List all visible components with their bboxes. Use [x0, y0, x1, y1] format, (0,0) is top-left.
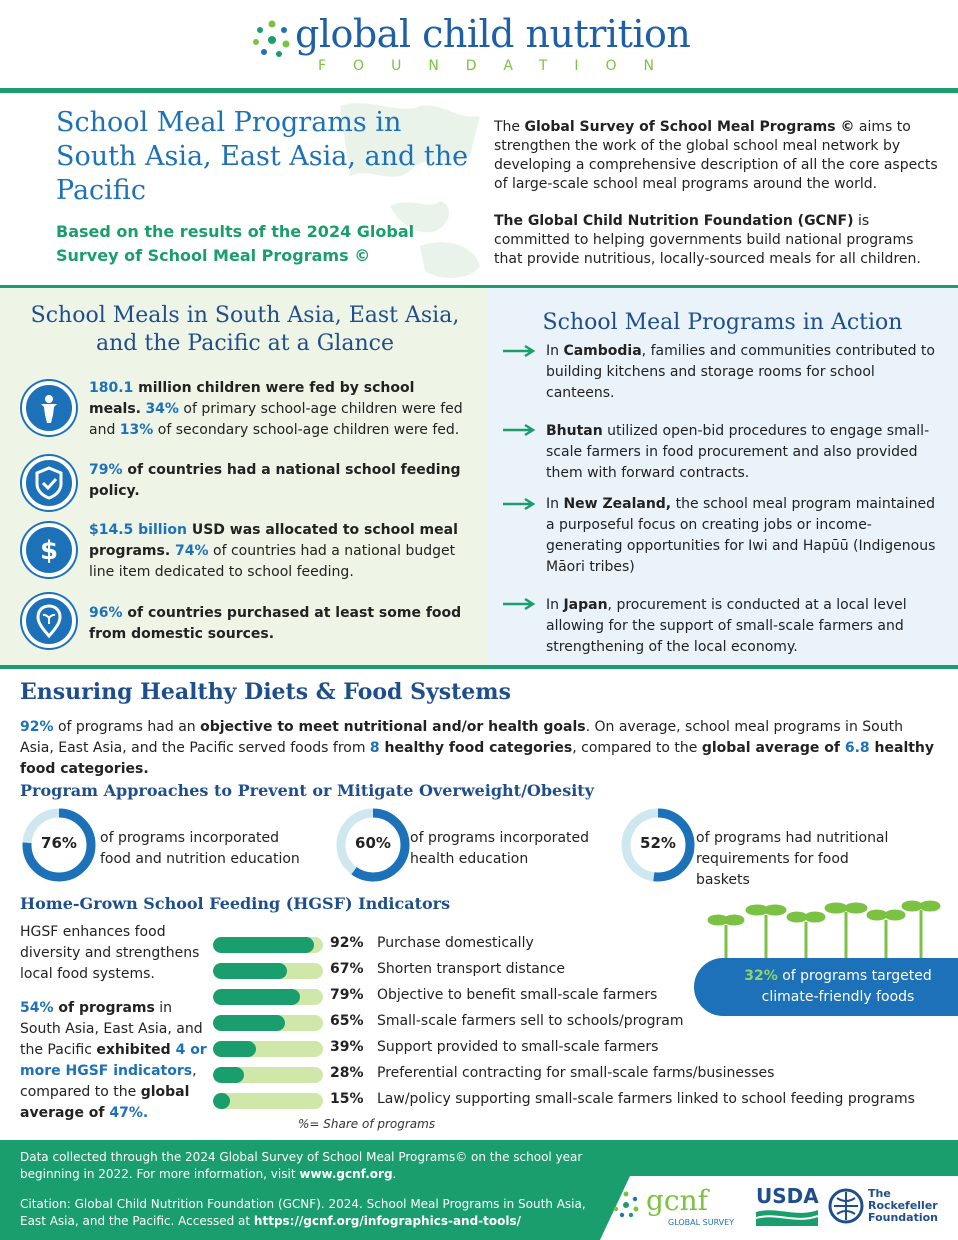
text-run: of countries had a national budget line item dedicated to school feeding. — [89, 543, 456, 580]
dollar-icon — [22, 523, 76, 577]
highlight-value: 96% — [89, 605, 123, 621]
highlight-value: 74% — [175, 543, 209, 559]
highlight-value: 54% — [20, 1000, 54, 1016]
text-run: In — [546, 496, 564, 512]
text-run: of countries had a national school feeding policy. — [89, 462, 461, 499]
donut-description: of programs incorporated health education — [410, 830, 590, 867]
text-run: of countries purchased at least some food from domestic sources. — [89, 605, 462, 642]
footer-data-note: Data collected through the 2024 Global Survey of School Meal Programs© on the school year beginning in 2022. For more information, visit www.gcnf.org. — [20, 1150, 583, 1181]
approaches-title: Program Approaches to Prevent or Mitigate Overweight/Obesity — [20, 781, 594, 800]
text-run: , compared to the — [572, 740, 702, 756]
glance-stat-budget — [89, 520, 469, 583]
text-run: exhibited — [96, 1042, 176, 1058]
text-run: New Zealand, — [563, 496, 672, 512]
bar-value-label: 39% — [330, 1039, 364, 1055]
text-run: the school meal program maintained a purposeful focus on creating jobs or income-generating opportunities for Iwi and Hapūū (Indigenous Māori tribes) — [546, 496, 936, 575]
highlight-value: 180.1 — [89, 380, 134, 396]
rockefeller-logo: The Rockefeller Foundation — [828, 1186, 953, 1230]
text-run: , compared to the — [20, 1063, 197, 1100]
text-run: . On average, school meal programs in South Asia, East Asia, and the Pacific served foods from — [20, 719, 903, 756]
climate-callout — [694, 958, 958, 1016]
text-run: USD was allocated to school meal programs. — [89, 522, 458, 559]
text-run: healthy food categories — [379, 740, 573, 756]
location-sprout-icon — [22, 594, 76, 648]
donut-label: 60% — [355, 834, 391, 852]
action-item-bhutan — [546, 421, 941, 484]
logo-dots-icon — [252, 18, 292, 58]
text-run: In — [546, 343, 564, 359]
text-run: global average of — [701, 740, 845, 756]
section-divider — [0, 665, 958, 669]
bar-track — [213, 1093, 323, 1109]
text-run: Bhutan — [546, 423, 603, 439]
bar-track — [213, 1041, 323, 1057]
text-run: million children were fed by school meals. — [89, 380, 415, 417]
bar-chart-note: %= Share of programs — [298, 1117, 436, 1131]
usda-logo: USDA — [756, 1184, 820, 1230]
hgsf-summary — [20, 998, 210, 1124]
climate-text: of programs targeted climate-friendly foods — [761, 968, 932, 1005]
glance-stat-domestic — [89, 603, 469, 645]
donut-label: 76% — [41, 834, 77, 852]
text-run: Japan — [563, 597, 608, 613]
footer-citation: Citation: Global Child Nutrition Foundation (GCNF). 2024. School Meal Programs in South Asia, East Asia, and the Pacific. Accessed at https://gcnf.org/infographics-and-tools/ — [20, 1197, 586, 1228]
logo-wordmark: global child nutrition — [295, 12, 691, 56]
text-run: healthy food categories. — [20, 740, 935, 777]
arrow-right-icon — [503, 423, 537, 437]
highlight-value: 4 or more HGSF indicators — [20, 1042, 207, 1079]
bar-value-label: 15% — [330, 1091, 364, 1107]
hgsf-title: Home-Grown School Feeding (HGSF) Indicators — [20, 894, 451, 913]
highlight-value: 47%. — [109, 1105, 149, 1121]
highlight-value: 92% — [20, 719, 54, 735]
child-icon — [22, 381, 76, 435]
bar-fill — [213, 1093, 230, 1109]
highlight-value: 34% — [145, 401, 179, 417]
gcnf-dots-icon — [612, 1190, 640, 1218]
donut-chart — [22, 808, 96, 882]
text-run: global average of — [20, 1084, 190, 1121]
text-run: of programs had an — [53, 719, 201, 735]
bar-track — [213, 963, 323, 979]
donut-chart — [621, 808, 695, 882]
bar-value-label: 79% — [330, 987, 364, 1003]
svg-text:$: $ — [39, 536, 59, 566]
climate-pct: 32% — [744, 968, 778, 984]
hgsf-intro: HGSF enhances food diversity and strengthens local food systems. — [20, 924, 200, 982]
text-run: of primary school-age children were fed and — [89, 401, 463, 438]
bar-track — [213, 937, 323, 953]
arrow-right-icon — [503, 344, 537, 358]
page-title: School Meal Programs in South Asia, East Asia, and the Pacific — [56, 107, 469, 206]
bar-category-label: Small-scale farmers sell to schools/program — [377, 1013, 684, 1029]
bar-value-label: 92% — [330, 935, 364, 951]
shield-check-icon — [22, 456, 76, 510]
logo-subtitle: FOUNDATION — [318, 58, 681, 74]
healthy-diets-paragraph — [20, 717, 940, 780]
text-run: In — [546, 597, 564, 613]
bar-track — [213, 989, 323, 1005]
bar-value-label: 65% — [330, 1013, 364, 1029]
bar-category-label: Support provided to small-scale farmers — [377, 1039, 659, 1055]
donut-label: 52% — [640, 834, 676, 852]
highlight-value: 8 — [369, 740, 380, 756]
glance-stat-children — [89, 378, 469, 441]
bar-fill — [213, 989, 300, 1005]
bar-category-label: Law/policy supporting small-scale farmers linked to school feeding programs — [377, 1091, 915, 1107]
text-run: in South Asia, East Asia, and the Pacific — [20, 1000, 203, 1058]
text-run: , procurement is conducted at a local level allowing for the support of small-scale farmers and strengthening of the local economy. — [546, 597, 907, 655]
bar-fill — [213, 937, 314, 953]
bar-category-label: Objective to benefit small-scale farmers — [377, 987, 658, 1003]
bar-value-label: 67% — [330, 961, 364, 977]
text-run: utilized open-bid procedures to engage small-scale farmers in food procurement and also provided them with forward contracts. — [546, 423, 930, 481]
globe-icon — [828, 1188, 864, 1224]
highlight-value: 6.8 — [844, 740, 870, 756]
arrow-right-icon — [503, 597, 537, 611]
highlight-value: 13% — [119, 422, 154, 438]
text-run: of secondary school-age children were fed. — [153, 422, 460, 438]
donut-description: of programs incorporated food and nutrition education — [100, 830, 300, 867]
footer-link-infographics[interactable]: https://gcnf.org/infographics-and-tools/ — [253, 1214, 522, 1228]
bar-track — [213, 1015, 323, 1031]
bar-fill — [213, 963, 287, 979]
action-item-cambodia — [546, 341, 941, 404]
bar-fill — [213, 1067, 244, 1083]
arrow-right-icon — [503, 497, 537, 511]
bar-category-label: Purchase domestically — [377, 935, 534, 951]
action-item-new-zealand — [546, 494, 941, 578]
highlight-value: 79% — [89, 462, 123, 478]
bar-track — [213, 1067, 323, 1083]
sprouts-illustration — [706, 900, 946, 962]
gcnf-logo: gcnf GLOBAL SURVEY — [612, 1186, 752, 1230]
glance-stat-policy — [89, 460, 469, 502]
footer-link-gcnf[interactable]: www.gcnf.org — [299, 1167, 393, 1181]
glance-title: School Meals in South Asia, East Asia, and the Pacific at a Glance — [30, 303, 460, 356]
action-item-japan — [546, 595, 941, 658]
intro-paragraph-survey: The Global Survey of School Meal Programs © aims to strengthen the work of the global school meal network by developing a comprehensive description of all the core aspects of large-scale school meal programs around the world. — [494, 119, 938, 192]
highlight-value: $14.5 billion — [89, 522, 187, 538]
bar-fill — [213, 1015, 285, 1031]
text-run: , families and communities contributed to building kitchens and storage rooms for school canteens. — [546, 343, 935, 401]
healthy-diets-title: Ensuring Healthy Diets & Food Systems — [20, 679, 511, 705]
action-title: School Meal Programs in Action — [542, 310, 903, 335]
bar-category-label: Preferential contracting for small-scale farms/businesses — [377, 1065, 775, 1081]
intro-paragraph-gcnf: The Global Child Nutrition Foundation (GCNF) is committed to helping governments build national programs that provide nutritious, locally-sourced meals for all children. — [494, 213, 921, 267]
bar-category-label: Shorten transport distance — [377, 961, 565, 977]
text-run: objective to meet nutritional and/or health goals — [200, 719, 586, 735]
donut-chart — [336, 808, 410, 882]
bar-value-label: 28% — [330, 1065, 364, 1081]
header-divider — [0, 88, 958, 93]
page-subtitle: Based on the results of the 2024 Global Survey of School Meal Programs © — [56, 222, 415, 265]
bar-fill — [213, 1041, 256, 1057]
text-run: Cambodia — [563, 343, 642, 359]
donut-description: of programs had nutritional requirements for food baskets — [696, 830, 889, 888]
text-run: of programs — [53, 1000, 155, 1016]
